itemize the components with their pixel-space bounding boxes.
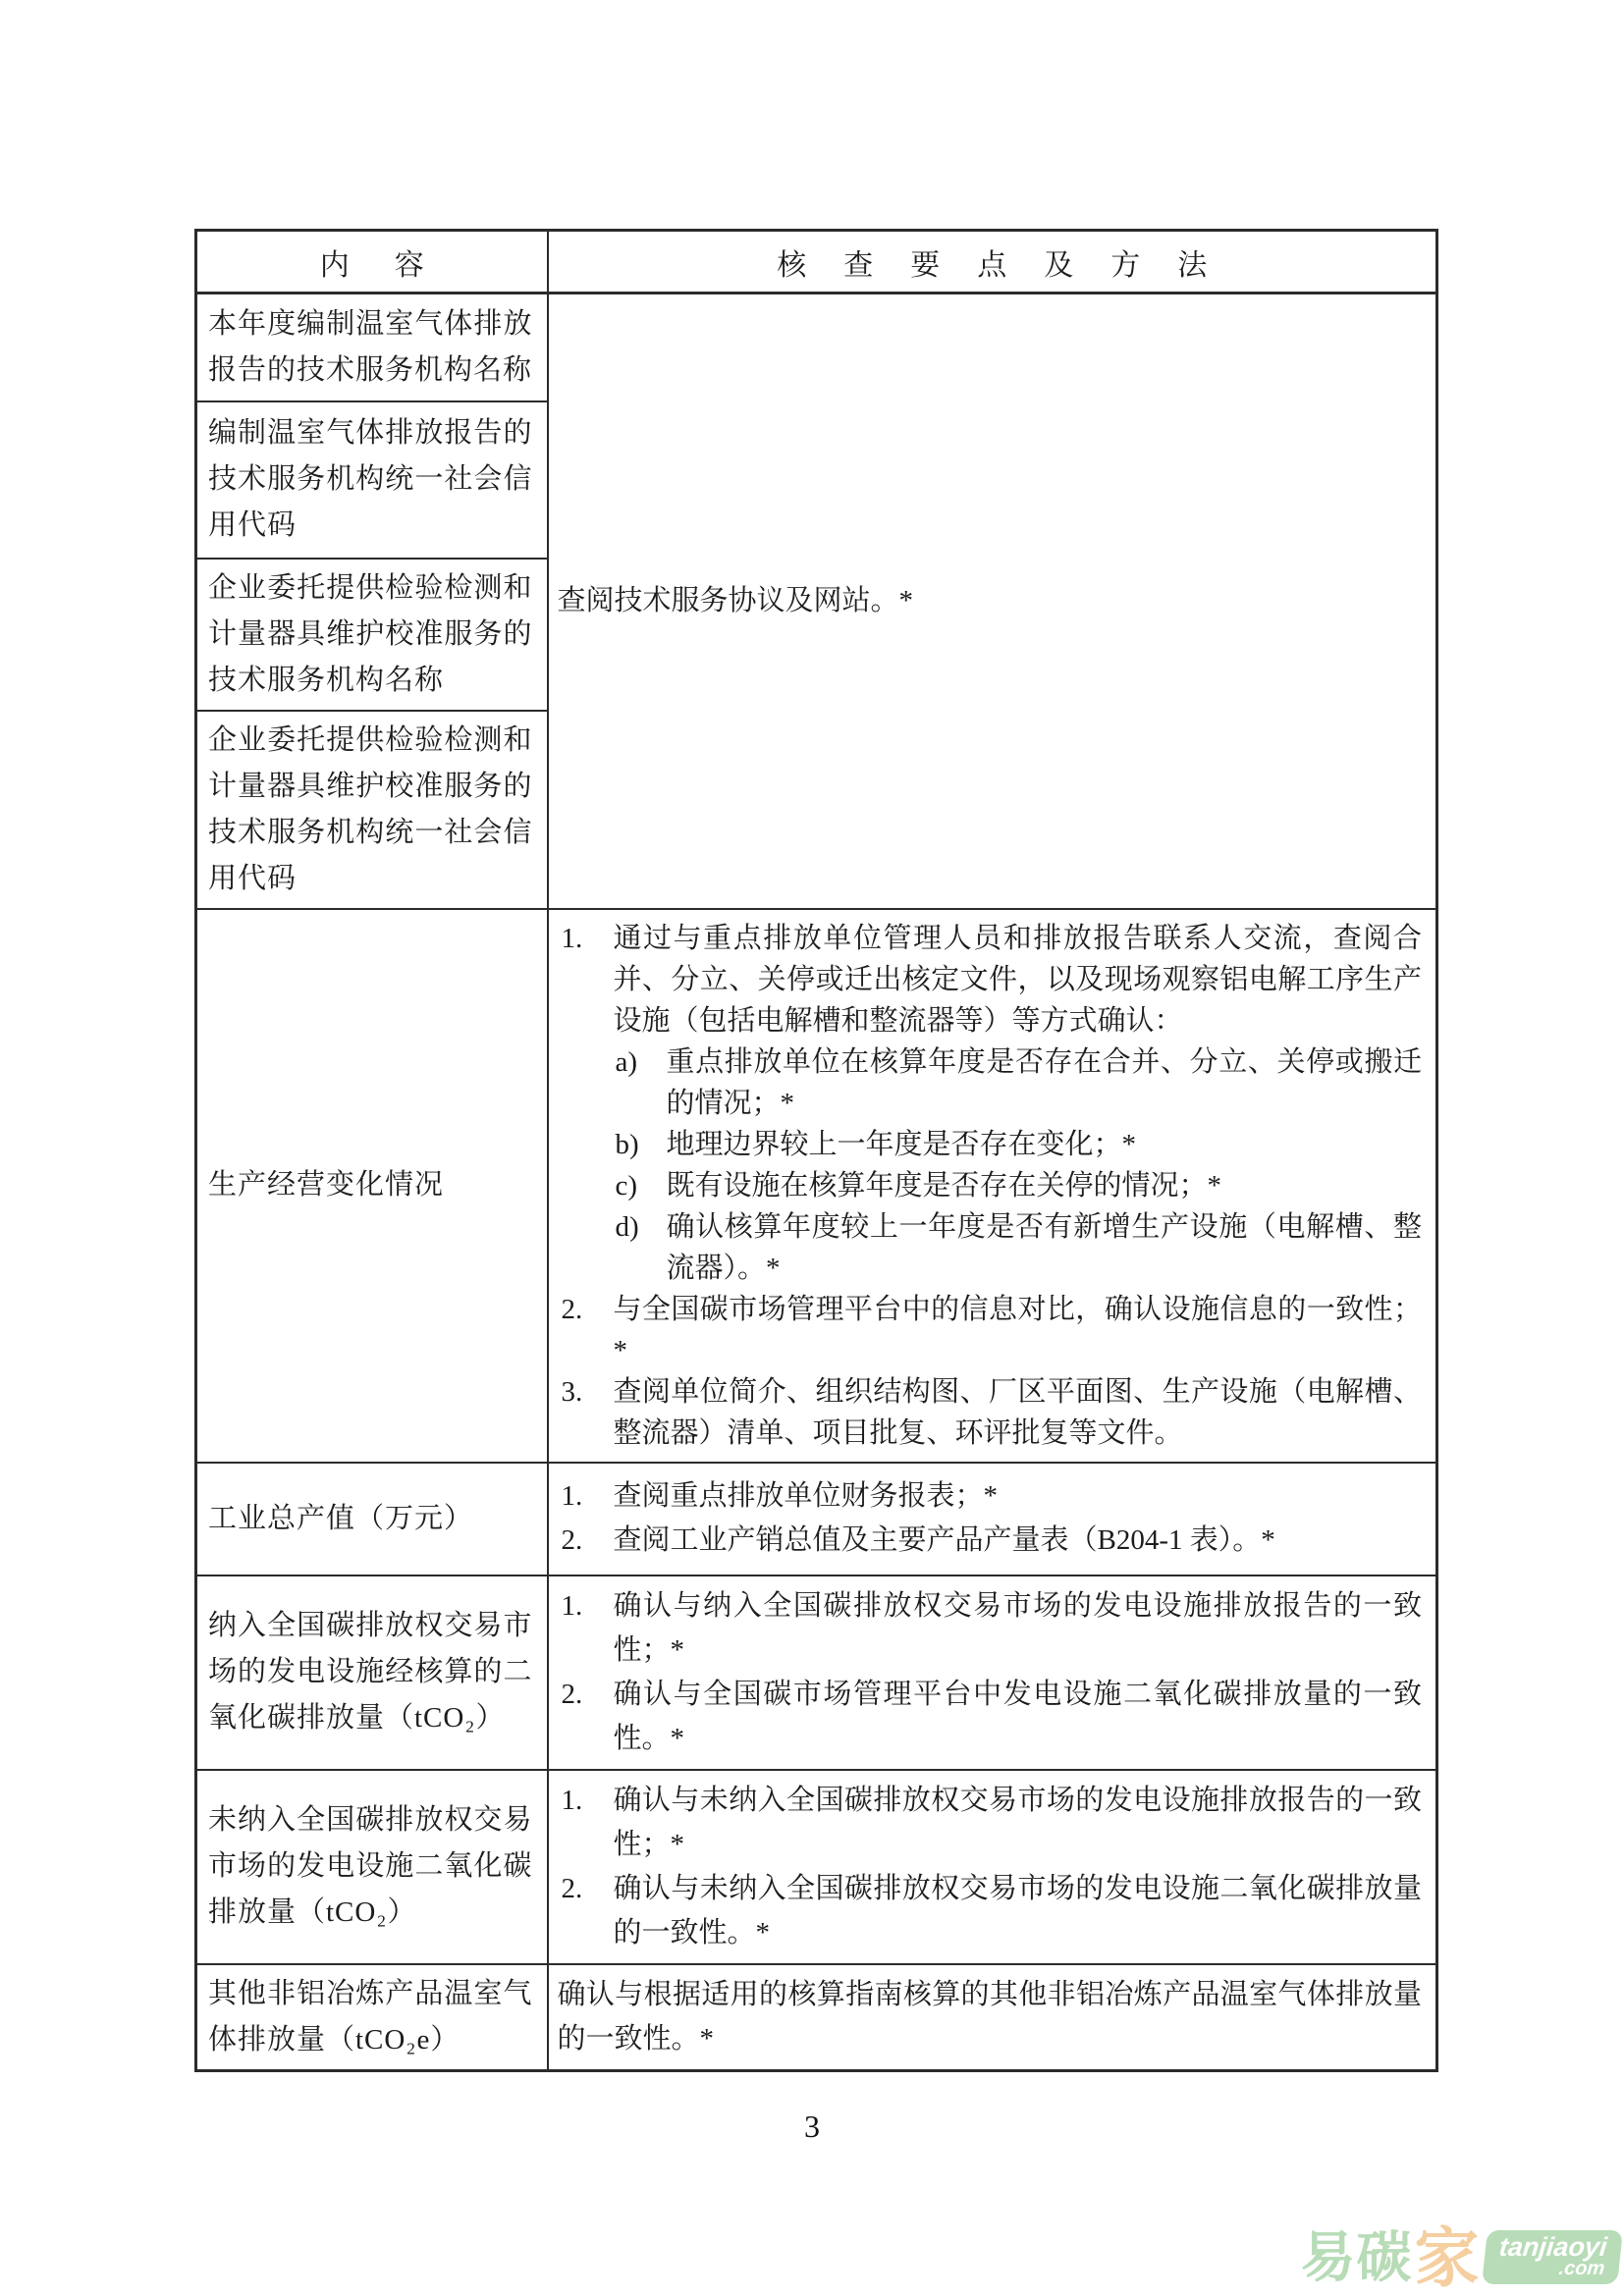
table-header-row	[196, 231, 1437, 294]
header-content-label: 内容	[319, 248, 469, 282]
table-row	[196, 1575, 1437, 1770]
list-marker: 1.	[561, 1480, 583, 1512]
sub-list-text: 地理边界较上一年度是否存在变化；*	[666, 1128, 1137, 1160]
content-cell: 编制温室气体排放报告的技术服务机构统一社会信用代码	[196, 401, 548, 559]
list-text: 确认与未纳入全国碳排放权交易市场的发电设施二氧化碳排放量的一致性。*	[613, 1872, 1422, 1949]
sub-list-marker: b)	[615, 1128, 639, 1160]
list-item	[549, 1867, 1423, 1955]
list-text: 与全国碳市场管理平台中的信息对比，确认设施信息的一致性；*	[613, 1293, 1422, 1366]
header-method-label: 核查要点及方法	[777, 248, 1245, 282]
list-marker: 2.	[561, 1872, 583, 1904]
content-cell: 其他非铝冶炼产品温室气体排放量（tCO₂e）	[196, 1964, 548, 2071]
list-marker: 3.	[561, 1375, 583, 1408]
sub-list-item	[614, 1124, 1423, 1165]
content-cell: 企业委托提供检验检测和计量器具维护校准服务的技术服务机构统一社会信用代码	[196, 711, 548, 909]
sub-list-text: 既有设施在核算年度是否存在关停的情况；*	[666, 1169, 1222, 1201]
table-row	[196, 909, 1437, 1463]
list-item	[549, 1584, 1423, 1673]
page-number: 3	[804, 2109, 820, 2144]
sub-list-item	[614, 1041, 1423, 1124]
header-method-cell	[548, 231, 1437, 294]
table-row	[196, 1964, 1437, 2071]
verification-table	[194, 229, 1438, 2072]
list-marker: 2.	[561, 1524, 583, 1556]
sub-list-item	[614, 1206, 1423, 1289]
method-cell-merged: 查阅技术服务协议及网站。*	[548, 294, 1437, 909]
method-cell	[548, 1575, 1437, 1770]
list-text: 确认与未纳入全国碳排放权交易市场的发电设施排放报告的一致性；*	[613, 1784, 1422, 1860]
list-marker: 2.	[561, 1678, 583, 1710]
list-text-body: 通过与重点排放单位管理人员和排放报告联系人交流，查阅合并、分立、关停或迁出核定文件，以及现场观察铝电解工序生产设施（包括电解槽和整流器等）等方式确认：	[613, 922, 1422, 1037]
watermark-badge	[1483, 2230, 1623, 2284]
list-text: 查阅单位简介、组织结构图、厂区平面图、生产设施（电解槽、整流器）清单、项目批复、环评批复等文件。	[613, 1375, 1422, 1449]
list-item	[549, 1673, 1423, 1761]
sub-list-marker: d)	[615, 1210, 639, 1243]
watermark-badge-line1: tanjiaoyi	[1498, 2232, 1609, 2263]
watermark-text-orange: 家	[1414, 2221, 1480, 2294]
sub-list-marker: a)	[615, 1045, 638, 1078]
list-item	[549, 1779, 1423, 1867]
sub-list-text: 重点排放单位在核算年度是否存在合并、分立、关停或搬迁的情况；*	[666, 1045, 1422, 1119]
method-cell: 确认与根据适用的核算指南核算的其他非铝冶炼产品温室气体排放量的一致性。*	[548, 1964, 1437, 2071]
sub-list-item	[614, 1165, 1423, 1206]
list-item	[549, 1474, 1423, 1519]
list-marker: 1.	[561, 1784, 583, 1816]
content-cell: 未纳入全国碳排放权交易市场的发电设施二氧化碳排放量（tCO₂）	[196, 1770, 548, 1964]
content-cell: 生产经营变化情况	[196, 909, 548, 1463]
list-text: 查阅重点排放单位财务报表；*	[613, 1480, 999, 1512]
method-cell	[548, 1463, 1437, 1575]
list-text: 确认与纳入全国碳排放权交易市场的发电设施排放报告的一致性；*	[613, 1589, 1422, 1666]
table-row	[196, 294, 1437, 401]
list-marker: 2.	[561, 1293, 583, 1325]
list-text	[614, 918, 1423, 1289]
list-item	[549, 1519, 1423, 1563]
content-cell: 企业委托提供检验检测和计量器具维护校准服务的技术服务机构名称	[196, 559, 548, 711]
header-content-cell	[196, 231, 548, 294]
content-cell: 工业总产值（万元）	[196, 1463, 548, 1575]
list-text: 确认与全国碳市场管理平台中发电设施二氧化碳排放量的一致性。*	[613, 1678, 1422, 1754]
brand-watermark	[1300, 2221, 1622, 2294]
method-cell	[548, 1770, 1437, 1964]
list-item	[549, 1371, 1423, 1454]
table-row	[196, 1770, 1437, 1964]
method-cell	[548, 909, 1437, 1463]
watermark-text-green: 易碳	[1300, 2226, 1413, 2288]
list-text: 查阅工业产销总值及主要产品产量表（B204-1 表）。*	[613, 1524, 1275, 1556]
list-item	[549, 918, 1423, 1289]
sub-list-marker: c)	[615, 1169, 638, 1201]
sub-list-text: 确认核算年度较上一年度是否有新增生产设施（电解槽、整流器）。*	[666, 1210, 1422, 1284]
content-cell: 本年度编制温室气体排放报告的技术服务机构名称	[196, 294, 548, 401]
list-item	[549, 1289, 1423, 1371]
content-cell: 纳入全国碳排放权交易市场的发电设施经核算的二氧化碳排放量（tCO₂）	[196, 1575, 548, 1770]
list-marker: 1.	[561, 922, 583, 954]
list-marker: 1.	[561, 1589, 583, 1622]
table-row	[196, 1463, 1437, 1575]
watermark-badge-line2: .com	[1557, 2258, 1606, 2280]
